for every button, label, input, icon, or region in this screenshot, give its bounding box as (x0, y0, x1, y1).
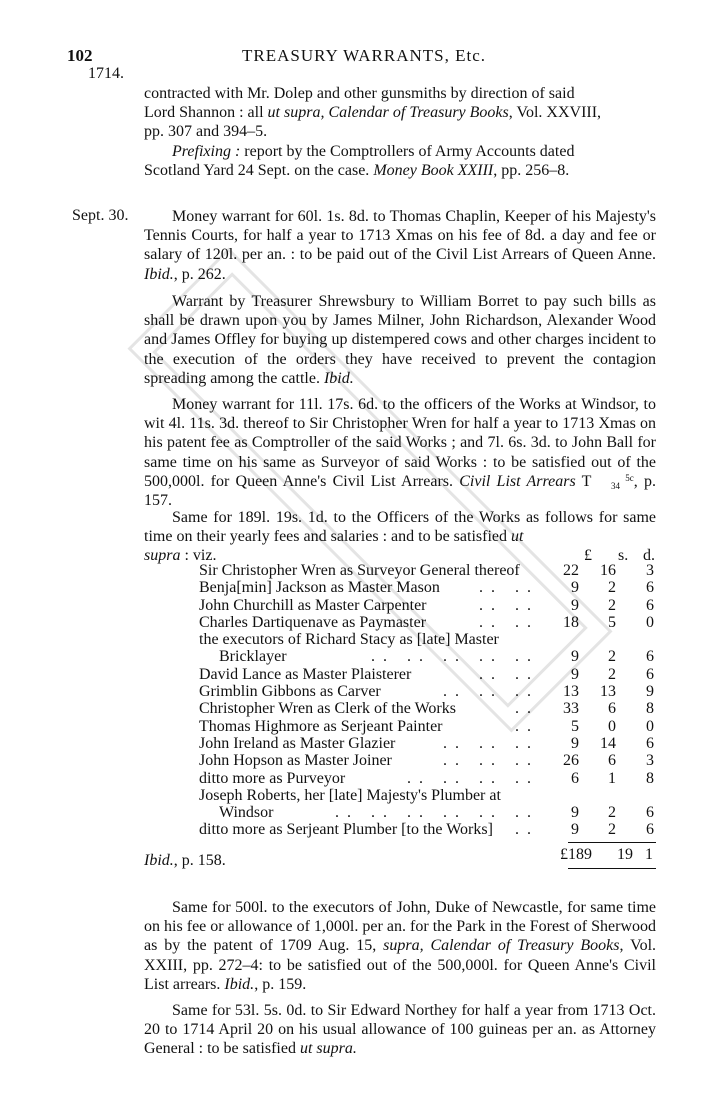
entry-windsor: Money warrant for 11l. 17s. 6d. to the officers of the Works at Windsor, to wit 4l. 11s. 3d. thereof to Sir Christopher Wren for half a year to 1713 Xmas on his patent fee as Comptroller of the said Works ; and 7l. 6s. 3d. to John Ball for same time on his same as Surveyor of said Works : to be satisfied out of the 500,000l. for Queen Anne's Civil List Arrears. Civil List Arrears T 5c 34 , p. 157. (144, 396, 657, 510)
row-label: Charles Dartiquenave as Paymaster (199, 613, 427, 631)
table-row (199, 614, 659, 631)
row-pence: 6 (646, 648, 654, 666)
table-row (199, 631, 659, 648)
table-row (199, 770, 659, 787)
row-pounds: 26 (563, 752, 579, 770)
row-pounds: 9 (571, 596, 579, 614)
row-shillings: 1 (608, 769, 616, 787)
row-label: the executors of Richard Stacy as [late] Master (199, 631, 499, 649)
row-pounds: 9 (571, 665, 579, 683)
table-row (199, 562, 659, 579)
row-pence: 0 (646, 613, 654, 631)
table-row (199, 597, 659, 614)
row-label: David Lance as Master Plaisterer (199, 665, 412, 683)
row-label: Windsor (219, 804, 274, 822)
row-shillings: 2 (608, 665, 616, 683)
row-label: John Churchill as Master Carpenter (199, 596, 427, 614)
row-pence: 6 (646, 734, 654, 752)
table-row (199, 821, 659, 838)
salary-table (199, 562, 659, 839)
row-label: John Hopson as Master Joiner (199, 752, 392, 770)
total-pounds: £189 (560, 846, 592, 863)
row-pounds: 9 (571, 579, 579, 597)
row-label: Thomas Highmore as Serjeant Painter (199, 717, 443, 735)
text-line: Lord Shannon : all ut supra, Calendar of Treasury Books, Vol. XXVIII, (144, 104, 602, 122)
row-pence: 0 (646, 717, 654, 735)
row-pence: 8 (646, 769, 654, 787)
row-shillings: 2 (608, 804, 616, 822)
row-shillings: 5 (608, 613, 616, 631)
entry-officers: Same for 189l. 19s. 1d. to the Officers of the Works as follows for same time on their yearly fees and salaries : and to be satisfied ut supra : viz. £ s. d. (144, 509, 656, 565)
row-pounds: 22 (563, 562, 579, 579)
row-leader-dots: .. .. (479, 596, 539, 614)
table-row (199, 666, 659, 683)
table-row (199, 804, 659, 821)
row-pounds: 18 (563, 613, 579, 631)
row-leader-dots: .. .. .. (443, 734, 539, 752)
row-label: Benja[min] Jackson as Master Mason (199, 579, 440, 597)
running-title: TREASURY WARRANTS, Etc. (241, 46, 487, 65)
total-pence: 1 (645, 846, 653, 863)
row-leader-dots: .. (515, 700, 539, 718)
row-pence: 6 (646, 579, 654, 597)
row-leader-dots: .. .. (479, 613, 539, 631)
table-row (199, 787, 659, 804)
prefixing-note: Prefixing : report by the Comptrollers of Army Accounts dated (172, 142, 575, 160)
text-line: pp. 307 and 394–5. (144, 123, 268, 141)
row-pence: 6 (646, 821, 654, 839)
table-row (199, 579, 659, 596)
prefixing-note-cont: Scotland Yard 24 Sept. on the case. Money Book XXIII, pp. 256–8. (144, 161, 570, 179)
table-row (199, 683, 659, 700)
row-pounds: 6 (571, 769, 579, 787)
row-label: Christopher Wren as Clerk of the Works (199, 700, 456, 718)
row-label: ditto more as Serjeant Plumber [to the Works] (199, 821, 493, 839)
row-label: Sir Christopher Wren as Surveyor General thereof (199, 562, 520, 579)
entry-northey: Same for 53l. 5s. 0d. to Sir Edward Northey for half a year from 1713 Oct. 20 to 1714 April 20 on his usual allowance of 100 guineas per an. as Attorney General : to be satisfied ut supra. (144, 1002, 656, 1058)
row-pence: 3 (646, 752, 654, 770)
row-shillings: 2 (608, 648, 616, 666)
row-pence: 8 (646, 700, 654, 718)
column-head-pence: d. (643, 547, 655, 565)
row-leader-dots: .. .. .. .. .. .. (335, 804, 539, 822)
row-leader-dots: .. .. .. (443, 683, 539, 701)
entry-chaplin: Money warrant for 60l. 1s. 8d. to Thomas Chaplin, Keeper of his Majesty's Tennis Courts, for half a year to 1713 Xmas on his fee of 8d. a day and fee or salary of 120l. per an. : to be paid out of the Civil List Arrears of Queen Anne. Ibid., p. 262. (144, 208, 656, 283)
row-label: Bricklayer (219, 648, 287, 666)
total-shillings: 19 (617, 846, 633, 863)
entry-borret: Warrant by Treasurer Shrewsbury to William Borret to pay such bills as shall be drawn upon you by James Milner, John Richardson, Alexander Wood and James Offley for buying up distempered cows and other charges incident to the execution of the orders they have received to prevent the contagion spreading among the cattle. Ibid. (144, 293, 656, 387)
row-label: ditto more as Purveyor (199, 769, 346, 787)
row-pounds: 9 (571, 821, 579, 839)
table-row (199, 648, 659, 665)
row-pence: 6 (646, 665, 654, 683)
row-pence: 6 (646, 804, 654, 822)
row-leader-dots: .. .. (479, 665, 539, 683)
row-leader-dots: .. .. .. (443, 752, 539, 770)
row-shillings: 2 (608, 596, 616, 614)
entry-newcastle: Same for 500l. to the executors of John, Duke of Newcastle, for same time on his fee or allowance of 1,000l. per an. for the Park in the Forest of Sherwood as by the patent of 1709 Aug. 15, supra, Calendar of Treasury Books, Vol. XXIII, pp. 272–4: to be satisfied out of the 500,000l. for Queen Anne's Civil List arrears. Ibid., p. 159. (144, 899, 657, 993)
row-label: Joseph Roberts, her [late] Majesty's Plumber at (199, 786, 501, 804)
row-shillings: 2 (608, 579, 616, 597)
total-rule-top (568, 842, 656, 843)
table-row (199, 735, 659, 752)
row-pounds: 9 (571, 804, 579, 822)
row-shillings: 6 (608, 700, 616, 718)
row-shillings: 13 (600, 683, 616, 701)
row-pounds: 5 (571, 717, 579, 735)
row-pounds: 13 (563, 683, 579, 701)
column-head-pounds: £ (584, 547, 592, 565)
row-leader-dots: .. (515, 717, 539, 735)
row-label: Grimblin Gibbons as Carver (199, 683, 381, 701)
row-pence: 6 (646, 596, 654, 614)
row-pounds: 9 (571, 734, 579, 752)
row-label: John Ireland as Master Glazier (199, 734, 396, 752)
total-rule-bottom (568, 868, 656, 869)
table-row (199, 752, 659, 769)
row-leader-dots: .. .. .. .. (407, 769, 539, 787)
row-shillings: 6 (608, 752, 616, 770)
entry-date: Sept. 30. (72, 207, 129, 224)
officers-ref: Ibid., p. 158. (144, 852, 226, 869)
row-pence: 3 (646, 562, 654, 579)
row-leader-dots: .. .. .. .. .. (371, 648, 539, 666)
row-pounds: 33 (563, 700, 579, 718)
table-row (199, 700, 659, 717)
column-head-shillings: s. (618, 547, 629, 565)
table-row (199, 718, 659, 735)
row-shillings: 16 (600, 562, 616, 579)
row-shillings: 2 (608, 821, 616, 839)
fraction-ref: 5c 34 (611, 473, 634, 492)
margin-year: 1714. (88, 65, 124, 82)
row-pounds: 9 (571, 648, 579, 666)
text-line: contracted with Mr. Dolep and other gunsmiths by direction of said (144, 85, 575, 102)
continuation-paragraph (144, 84, 656, 180)
row-shillings: 14 (600, 734, 616, 752)
row-leader-dots: .. .. (479, 579, 539, 597)
row-shillings: 0 (608, 717, 616, 735)
page-number: 102 (67, 46, 93, 65)
row-leader-dots: .. (515, 821, 539, 839)
row-pence: 9 (646, 683, 654, 701)
